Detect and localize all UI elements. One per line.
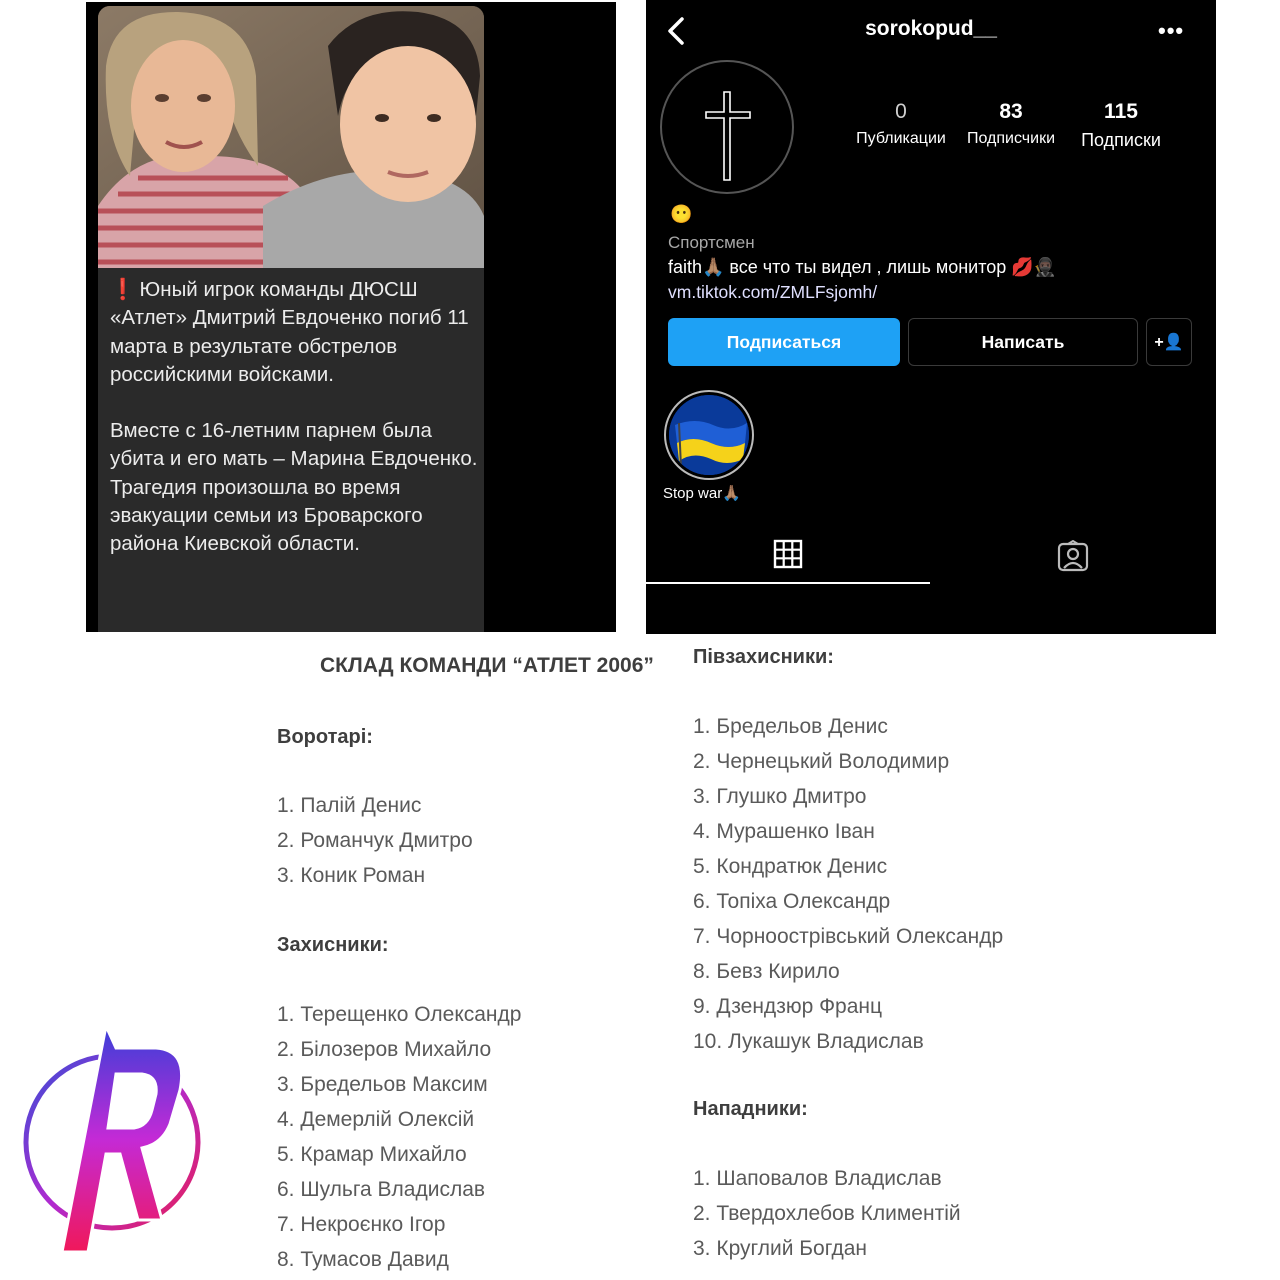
news-paragraph-1: ❗ Юный игрок команды ДЮСШ «Атлет» Дмитрий Евдоченко погиб 11 марта в результате обстрелов российскими войсками. bbox=[110, 278, 469, 386]
list-item: 4. Демерлій Олексій bbox=[277, 1108, 475, 1131]
forwards-list bbox=[693, 1161, 961, 1266]
bio-emoji: 😶 bbox=[670, 204, 693, 224]
list-item: 2. Романчук Дмитро bbox=[277, 829, 473, 852]
followers-value: 83 bbox=[999, 100, 1023, 123]
following-value: 115 bbox=[1104, 100, 1138, 123]
roster-title: СКЛАД КОМАНДИ “АТЛЕТ 2006” bbox=[320, 654, 654, 677]
profile-avatar[interactable] bbox=[660, 60, 794, 194]
list-item: 7. Некроєнко Ігор bbox=[277, 1213, 446, 1236]
active-tab-indicator bbox=[646, 582, 930, 584]
list-item: 5. Кондратюк Денис bbox=[693, 855, 888, 878]
list-item: 1. Шаповалов Владислав bbox=[693, 1167, 942, 1190]
list-item: 6. Шульга Владислав bbox=[277, 1178, 486, 1201]
posts-value: 0 bbox=[895, 100, 907, 123]
news-screenshot bbox=[86, 2, 616, 632]
goalkeepers-heading: Воротарі: bbox=[277, 726, 373, 748]
add-user-icon: +👤 bbox=[1154, 334, 1184, 351]
message-button[interactable]: Написать bbox=[908, 318, 1138, 366]
list-item: 6. Топіха Олександр bbox=[693, 890, 891, 913]
profile-category: Спортсмен bbox=[668, 233, 755, 252]
list-item: 3. Глушко Дмитро bbox=[693, 785, 867, 808]
goalkeepers-list bbox=[277, 788, 473, 893]
midfielders-heading: Півзахисники: bbox=[693, 646, 834, 668]
cross-icon bbox=[662, 62, 792, 192]
profile-link[interactable]: vm.tiktok.com/ZMLFsjomh/ bbox=[668, 282, 878, 302]
list-item: 8. Тумасов Давид bbox=[277, 1248, 449, 1271]
profile-bio: faith🙏🏽 все что ты видел , лишь монитор 💋🥷🏿 bbox=[668, 257, 1057, 277]
following-count[interactable] bbox=[1070, 100, 1172, 151]
list-item: 7. Чорноострівський Олександр bbox=[693, 925, 1004, 948]
list-item: 3. Бредельов Максим bbox=[277, 1073, 488, 1096]
story-highlight-label: Stop war🙏🏽 bbox=[663, 485, 741, 502]
list-item: 8. Бевз Кирило bbox=[693, 960, 840, 983]
followers-label: Подписчики bbox=[966, 130, 1055, 147]
list-item: 2. Чернецький Володимир bbox=[693, 750, 950, 773]
posts-label: Публикации bbox=[856, 130, 946, 147]
tagged-tab-icon[interactable] bbox=[1057, 540, 1089, 572]
news-card bbox=[98, 6, 484, 632]
red-exclamation-icon: ❗ bbox=[110, 278, 136, 301]
list-item: 3. Круглий Богдан bbox=[693, 1237, 867, 1260]
midfielders-list bbox=[693, 709, 1003, 1059]
list-item: 1. Терещенко Олександр bbox=[277, 1003, 522, 1026]
list-item: 2. Твердохлебов Климентій bbox=[693, 1202, 961, 1225]
more-options-icon[interactable]: ••• bbox=[1158, 18, 1185, 43]
ukraine-flag-icon bbox=[669, 395, 749, 475]
list-item: 4. Мурашенко Іван bbox=[693, 820, 875, 843]
list-item: 2. Білозеров Михайло bbox=[277, 1038, 492, 1061]
list-item: 5. Крамар Михайло bbox=[277, 1143, 467, 1166]
news-photo bbox=[98, 6, 484, 268]
add-user-button[interactable] bbox=[1146, 318, 1192, 366]
posts-count bbox=[848, 100, 954, 148]
following-label: Подписки bbox=[1081, 130, 1161, 150]
profile-username: sorokopud__ bbox=[865, 17, 997, 40]
defenders-list bbox=[277, 997, 521, 1277]
list-item: 10. Лукашук Владислав bbox=[693, 1030, 924, 1053]
defenders-heading: Захисники: bbox=[277, 934, 389, 956]
news-text bbox=[110, 276, 478, 587]
forwards-heading: Нападники: bbox=[693, 1098, 808, 1120]
list-item: 3. Коник Роман bbox=[277, 864, 426, 887]
instagram-profile-screenshot bbox=[646, 0, 1216, 634]
grid-tab-icon[interactable] bbox=[773, 539, 803, 569]
followers-count[interactable] bbox=[958, 100, 1064, 148]
list-item: 9. Дзендзюр Франц bbox=[693, 995, 883, 1018]
news-paragraph-2: Вместе с 16-летним парнем была убита и его мать – Марина Евдоченко. Трагедия произошла во время эвакуации семьи из Броварского района Киевской области. bbox=[110, 419, 478, 556]
r-logo-watermark bbox=[20, 1024, 206, 1256]
list-item: 1. Бредельов Денис bbox=[693, 715, 888, 738]
story-highlight[interactable] bbox=[664, 390, 754, 480]
list-item: 1. Палій Денис bbox=[277, 794, 422, 817]
follow-button[interactable]: Подписаться bbox=[668, 318, 900, 366]
